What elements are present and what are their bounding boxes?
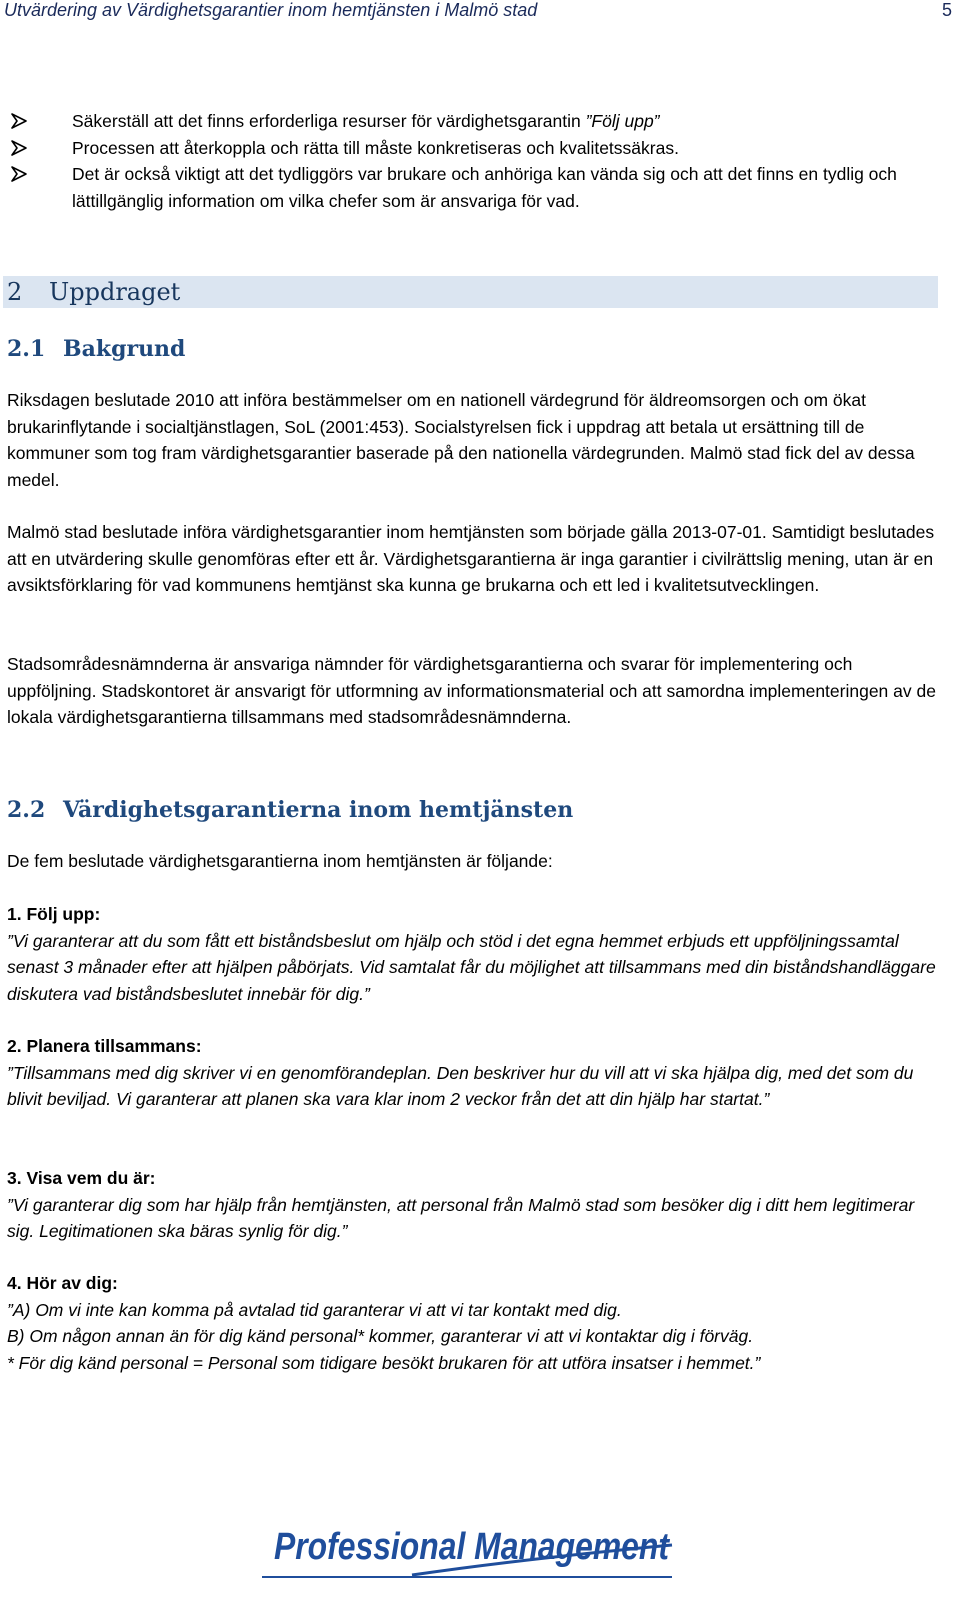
- paragraph: Riksdagen beslutade 2010 att införa bestämmelser om en nationell värdegrund för äldreomsorgen och om ökat brukarinflytande i socialtjänstlagen, SoL (2001:453). Socialstyrelsen fick i uppdrag att betala ut ersättning till de kommuner som tog fram värdighetsgarantier baserade på den nationella värdegrunden. Malmö stad fick del av dessa medel.: [7, 390, 915, 490]
- bullet-list: [10, 108, 940, 214]
- guarantee-label: 3. Visa vem du är:: [7, 1168, 156, 1188]
- bullet-item: [10, 108, 940, 135]
- subsection-title: Värdighetsgarantierna inom hemtjänsten: [63, 797, 574, 823]
- guarantee-label: 4. Hör av dig:: [7, 1273, 118, 1293]
- guarantee-item: [7, 1033, 937, 1113]
- bullet-item: [10, 161, 940, 214]
- guarantee-text: ”Vi garanterar att du som fått ett biståndsbeslut om hjälp och stöd i det egna hemmet erbjuds ett uppföljningssamtal senast 3 månader efter att hjälpen påbörjats. Vid samtalat får du möjlighet att tillsammans med din biståndshandläggare diskutera vad biståndsbeslutet innebär för dig.”: [7, 930, 936, 1004]
- subsection-number: 2.2: [7, 797, 46, 823]
- professional-management-logo: [262, 1515, 682, 1585]
- bullet-item: [10, 135, 940, 162]
- section-number: 2: [7, 278, 23, 306]
- section-title: Uppdraget: [49, 278, 181, 306]
- arrow-bullet-icon: [10, 108, 30, 134]
- arrow-bullet-icon: [10, 161, 30, 187]
- arrow-bullet-icon: [10, 135, 30, 161]
- bullet-text: Säkerställ att det finns erforderliga resurser för värdighetsgarantin: [72, 111, 586, 131]
- guarantee-item: [7, 901, 937, 1007]
- bullet-italic-text: ”Följ upp”: [585, 111, 660, 131]
- bullet-text: Processen att återkoppla och rätta till måste konkretiseras och kvalitetssäkras.: [72, 137, 679, 158]
- guarantee-text: ”Vi garanterar dig som har hjälp från hemtjänsten, att personal från Malmö stad som besöker dig i ditt hem legitimerar sig. Legitimationen ska bäras synlig för dig.”: [7, 1194, 915, 1241]
- header-title: Utvärdering av Värdighetsgarantier inom hemtjänsten i Malmö stad: [4, 0, 538, 20]
- guarantee-item: [7, 1165, 937, 1245]
- bullet-text: Det är också viktigt att det tydliggörs var brukare och anhöriga kan vända sig och att det finns en tydlig och lättillgänglig information om vilka chefer som är ansvariga för vad.: [72, 164, 897, 211]
- guarantee-line: B) Om någon annan än för dig känd personal* kommer, garanterar vi att vi kontaktar dig i förväg.: [7, 1326, 754, 1346]
- subsection-heading-2-1: [7, 335, 185, 363]
- paragraph: Stadsområdesnämnderna är ansvariga nämnder för värdighetsgarantierna och svarar för implementering och uppföljning. Stadskontoret är ansvarigt för utformning av informationsmaterial och att samordna implementeringen av de lokala värdighetsgarantierna tillsammans med stadsområdesnämnderna.: [7, 654, 936, 727]
- guarantee-item: [7, 1270, 937, 1376]
- section-heading-2: [3, 276, 938, 308]
- subsection-number: 2.1: [7, 336, 46, 362]
- intro-paragraph: De fem beslutade värdighetsgarantierna inom hemtjänsten är följande:: [7, 851, 553, 871]
- subsection-title: Bakgrund: [63, 336, 186, 362]
- page-number: 5: [941, 0, 952, 20]
- guarantee-line: * För dig känd personal = Personal som tidigare besökt brukaren för att utföra insatser i hemmet.”: [7, 1352, 761, 1373]
- guarantee-text: ”Tillsammans med dig skriver vi en genomförandeplan. Den beskriver hur du vill att vi ska hjälpa dig, med det som du blivit beviljad. Vi garanterar att planen ska vara klar inom 2 veckor från det att din hjälp har startat.”: [7, 1062, 914, 1109]
- guarantee-line: ”A) Om vi inte kan komma på avtalad tid garanterar vi att vi tar kontakt med dig.: [7, 1299, 622, 1320]
- logo-text: Professional Management: [274, 1526, 671, 1568]
- page-header: [0, 0, 960, 24]
- paragraph: Malmö stad beslutade införa värdighetsgarantier inom hemtjänsten som började gälla 2013-07-01. Samtidigt beslutades att en utvärdering skulle genomföras efter ett år. Värdighetsgarantierna är inga garantier i civilrättslig mening, utan är en avsiktsförklaring för vad kommunens hemtjänst ska kunna ge brukarna och ett led i kvalitetsutvecklingen.: [7, 522, 935, 595]
- guarantee-label: 2. Planera tillsammans:: [7, 1036, 202, 1056]
- guarantee-label: 1. Följ upp:: [7, 904, 101, 924]
- subsection-heading-2-2: [7, 796, 573, 824]
